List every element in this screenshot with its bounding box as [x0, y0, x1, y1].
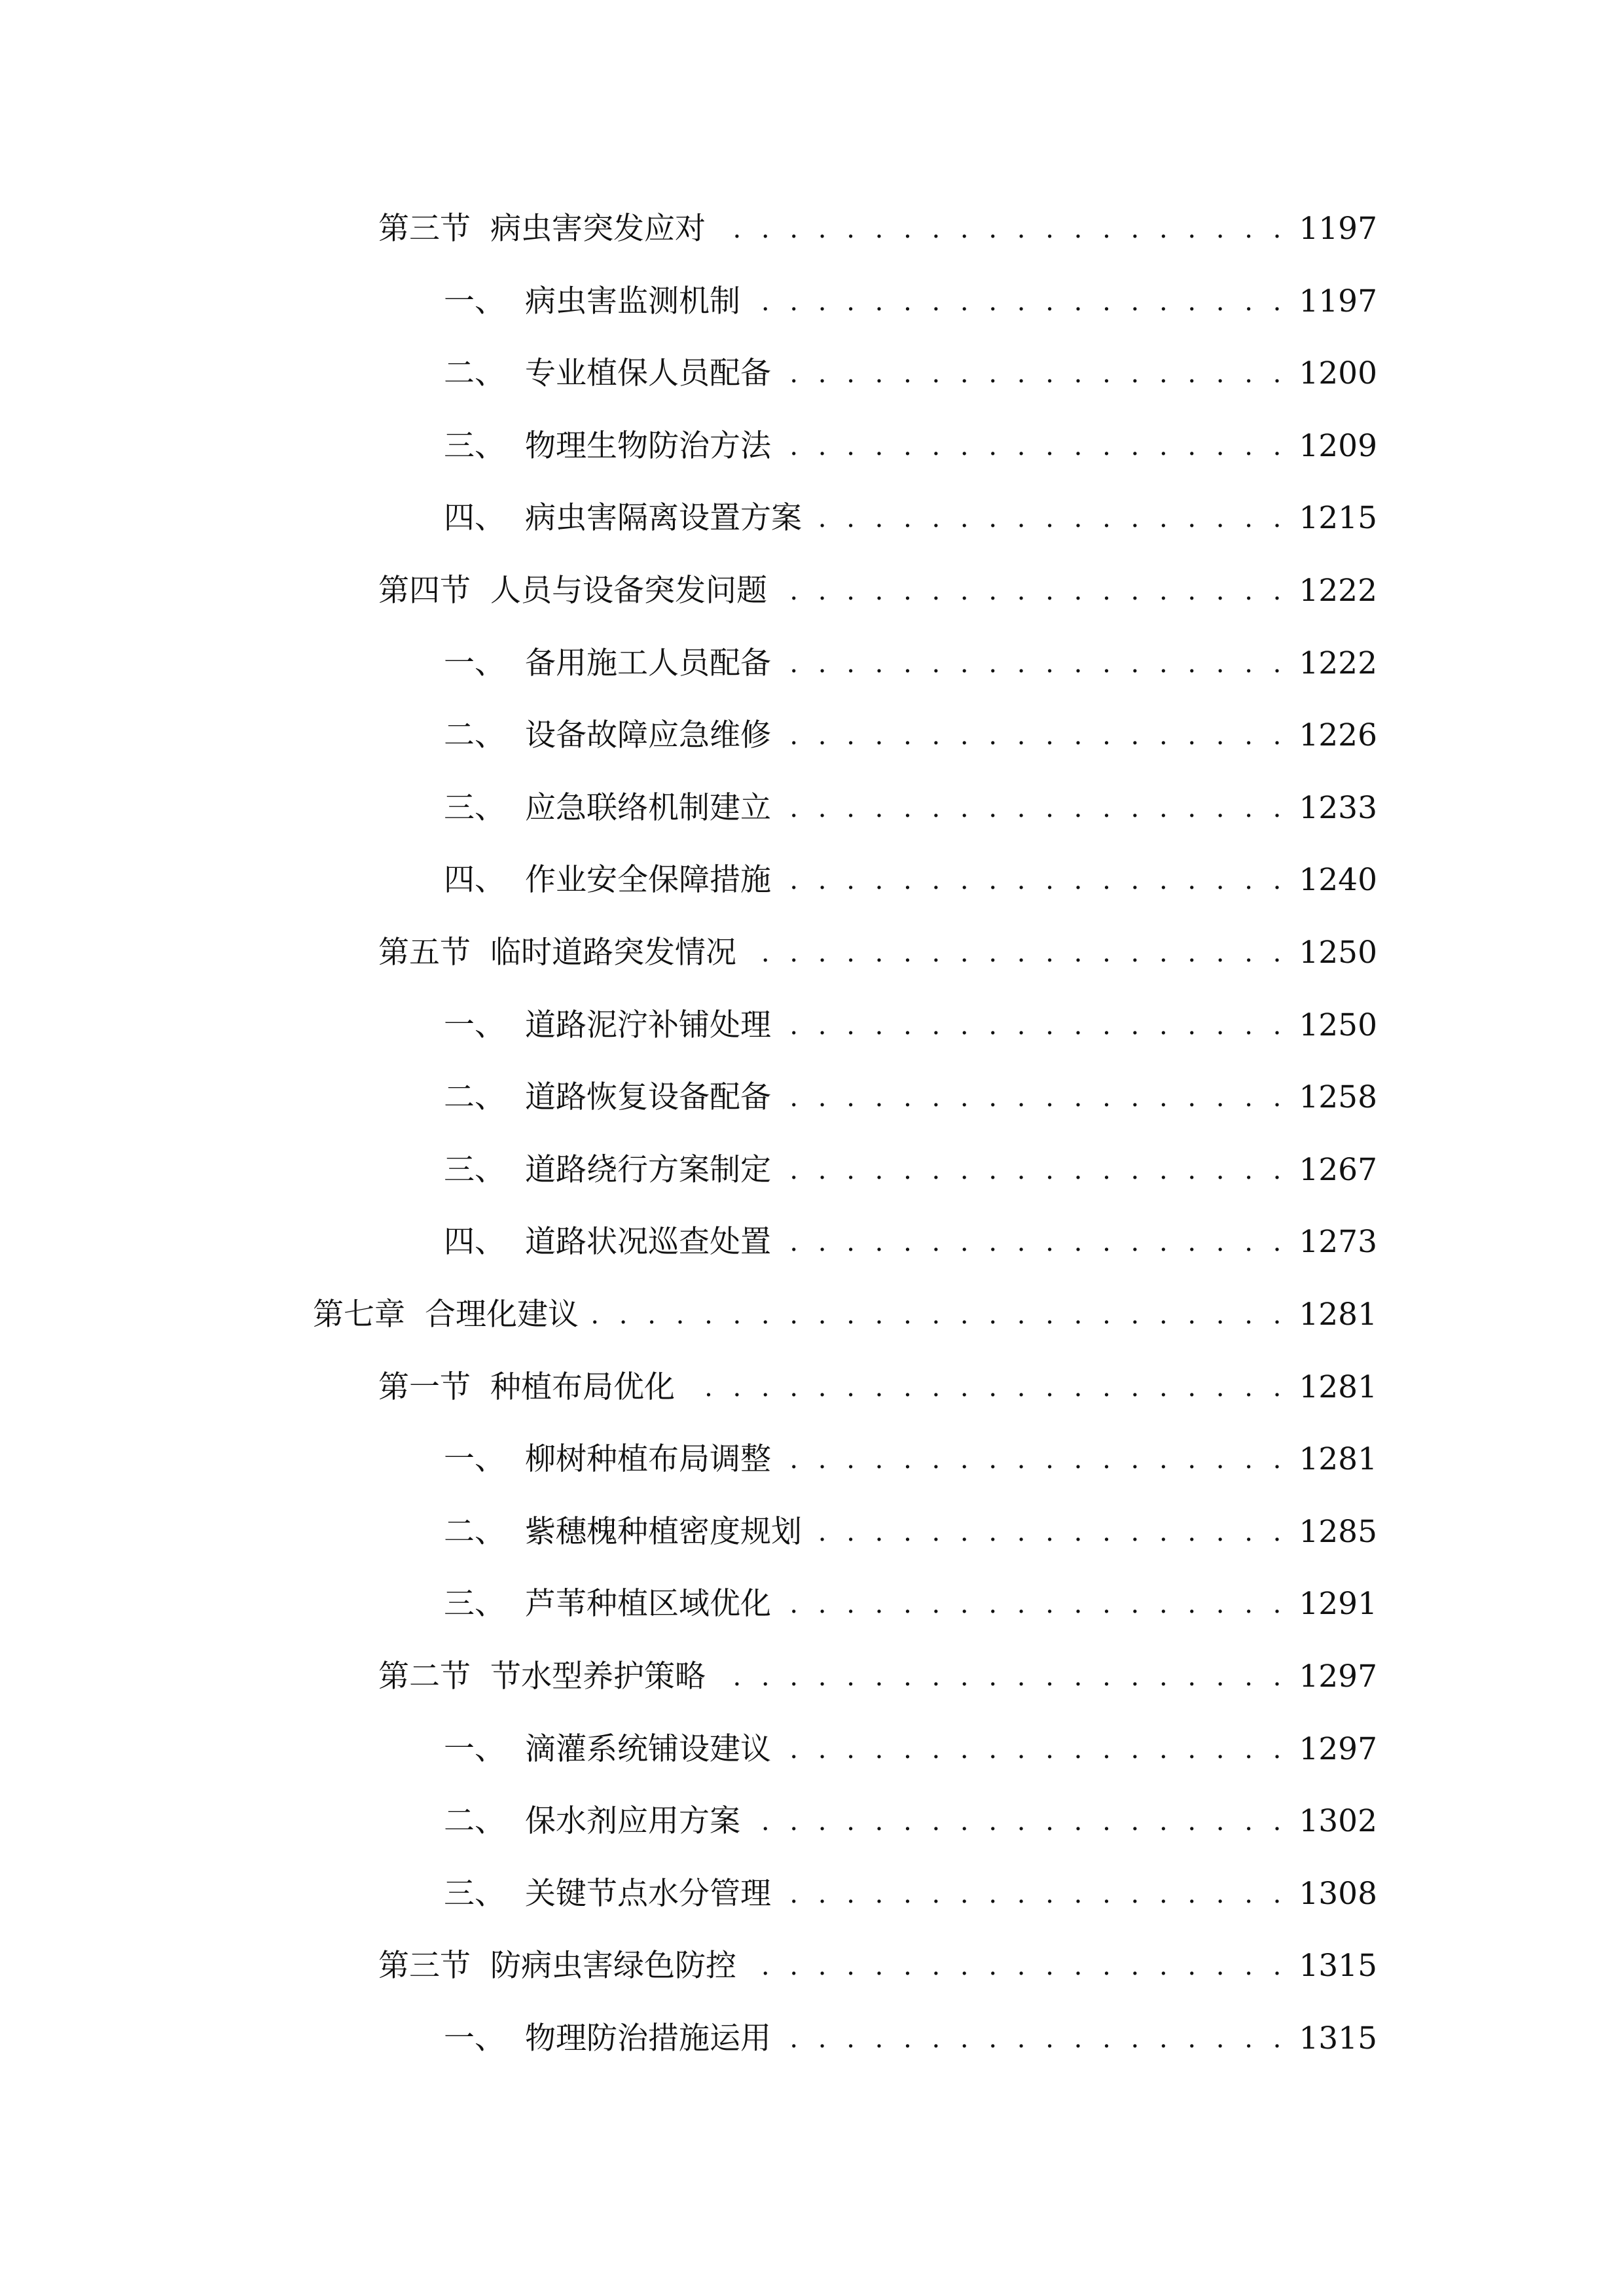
- toc-entry[interactable]: [444, 420, 1377, 473]
- toc-entry-title: 合理化建议: [425, 1297, 579, 1333]
- toc-entry-title: 道路状况巡查处置: [525, 1224, 771, 1260]
- toc-entry-title: 道路泥泞补铺处理: [525, 1007, 771, 1043]
- toc-entry-title: 道路恢复设备配备: [525, 1079, 771, 1115]
- dot-leader: [779, 709, 1287, 762]
- dot-leader: [779, 2013, 1287, 2065]
- toc-entry-page-number: 1226: [1299, 717, 1377, 753]
- toc-entry-page-number: 1302: [1299, 1803, 1377, 1839]
- toc-entry-number: 第二节: [378, 1659, 471, 1695]
- toc-entry-page-number: 1281: [1299, 1441, 1377, 1477]
- toc-entry-title: 病虫害隔离设置方案: [525, 500, 802, 536]
- toc-entry-number: 一、: [444, 1441, 505, 1477]
- toc-entry-page-number: 1250: [1299, 1007, 1377, 1043]
- toc-entry-number: 第四节: [378, 573, 471, 609]
- dot-leader: [779, 1071, 1287, 1124]
- toc-entry-title: 物理生物防治方法: [525, 428, 771, 464]
- toc-entry[interactable]: [444, 1216, 1377, 1268]
- toc-entry[interactable]: [378, 203, 1377, 255]
- toc-entry-number: 第五节: [378, 935, 471, 971]
- toc-entry[interactable]: [444, 1723, 1377, 1776]
- toc-entry[interactable]: [444, 782, 1377, 834]
- toc-entry-page-number: 1297: [1299, 1731, 1377, 1767]
- dot-leader: [779, 420, 1287, 473]
- toc-entry[interactable]: [444, 709, 1377, 762]
- toc-entry-page-number: 1233: [1299, 790, 1377, 826]
- toc-entry-page-number: 1200: [1299, 355, 1377, 391]
- toc-entry-title: 病虫害突发应对: [490, 211, 706, 247]
- toc-entry[interactable]: [313, 1289, 1377, 1341]
- toc-entry-number: 第三节: [378, 1948, 471, 1984]
- dot-leader: [779, 1144, 1287, 1196]
- toc-entry-page-number: 1215: [1299, 500, 1377, 536]
- toc-entry-title: 芦苇种植区域优化: [525, 1586, 771, 1622]
- dot-leader: [713, 203, 1287, 255]
- toc-entry-page-number: 1315: [1299, 2020, 1377, 2056]
- toc-entry[interactable]: [444, 492, 1377, 545]
- toc-entry[interactable]: [444, 999, 1377, 1052]
- toc-entry-title: 物理防治措施运用: [525, 2020, 771, 2056]
- dot-leader: [779, 1216, 1287, 1268]
- toc-entry-page-number: 1258: [1299, 1079, 1377, 1115]
- dot-leader: [775, 565, 1287, 617]
- toc-entry-title: 病虫害监测机制: [525, 283, 740, 319]
- dot-leader: [586, 1289, 1287, 1341]
- toc-entry-number: 二、: [444, 355, 505, 391]
- toc-entry[interactable]: [444, 1795, 1377, 1848]
- dot-leader: [779, 854, 1287, 906]
- dot-leader: [748, 276, 1287, 328]
- toc-entry-page-number: 1273: [1299, 1224, 1377, 1260]
- dot-leader: [779, 999, 1287, 1052]
- dot-leader: [779, 1723, 1287, 1776]
- toc-entry-page-number: 1250: [1299, 935, 1377, 971]
- toc-entry[interactable]: [444, 348, 1377, 400]
- dot-leader: [779, 348, 1287, 400]
- toc-entry-page-number: 1297: [1299, 1659, 1377, 1695]
- toc-entry[interactable]: [378, 1940, 1377, 1992]
- toc-entry-number: 三、: [444, 1586, 505, 1622]
- toc-entry-number: 第三节: [378, 211, 471, 247]
- toc-entry-number: 一、: [444, 1731, 505, 1767]
- toc-entry-number: 第一节: [378, 1369, 471, 1405]
- dot-leader: [810, 492, 1287, 545]
- toc-entry-number: 一、: [444, 2020, 505, 2056]
- toc-entry-title: 保水剂应用方案: [525, 1803, 740, 1839]
- toc-entry-title: 滴灌系统铺设建议: [525, 1731, 771, 1767]
- toc-entry-page-number: 1197: [1299, 211, 1377, 247]
- toc-entry[interactable]: [444, 1868, 1377, 1920]
- toc-entry-number: 二、: [444, 1514, 505, 1550]
- toc-entry-title: 临时道路突发情况: [490, 935, 736, 971]
- toc-entry-page-number: 1222: [1299, 645, 1377, 681]
- toc-entry-title: 防病虫害绿色防控: [490, 1948, 736, 1984]
- dot-leader: [744, 1940, 1287, 1992]
- toc-entry-title: 关键节点水分管理: [525, 1876, 771, 1912]
- toc-entry-number: 二、: [444, 1079, 505, 1115]
- toc-entry[interactable]: [378, 927, 1377, 979]
- dot-leader: [779, 1578, 1287, 1630]
- dot-leader: [779, 1868, 1287, 1920]
- toc-entry-title: 作业安全保障措施: [525, 862, 771, 898]
- dot-leader: [810, 1506, 1287, 1558]
- toc-entry-title: 应急联络机制建立: [525, 790, 771, 826]
- dot-leader: [779, 782, 1287, 834]
- toc-entry-title: 人员与设备突发问题: [490, 573, 767, 609]
- toc-entry-number: 三、: [444, 1152, 505, 1188]
- toc-entry[interactable]: [378, 565, 1377, 617]
- toc-entry-page-number: 1240: [1299, 862, 1377, 898]
- toc-entry-number: 四、: [444, 500, 505, 536]
- toc-entry-title: 道路绕行方案制定: [525, 1152, 771, 1188]
- toc-entry-page-number: 1281: [1299, 1297, 1377, 1333]
- toc-entry[interactable]: [444, 2013, 1377, 2065]
- toc-entry-number: 一、: [444, 1007, 505, 1043]
- toc-entry[interactable]: [378, 1651, 1377, 1703]
- toc-entry-number: 二、: [444, 1803, 505, 1839]
- dot-leader: [683, 1361, 1287, 1414]
- toc-entry-page-number: 1197: [1299, 283, 1377, 319]
- toc-entry[interactable]: [444, 637, 1377, 690]
- toc-entry-page-number: 1285: [1299, 1514, 1377, 1550]
- toc-entry-page-number: 1308: [1299, 1876, 1377, 1912]
- toc-entry-page-number: 1281: [1299, 1369, 1377, 1405]
- toc-entry[interactable]: [444, 1506, 1377, 1558]
- toc-entry-number: 第七章: [313, 1297, 405, 1333]
- toc-entry-number: 四、: [444, 1224, 505, 1260]
- toc-entry[interactable]: [444, 276, 1377, 328]
- toc-entry-title: 节水型养护策略: [490, 1659, 706, 1695]
- toc-entry-number: 一、: [444, 283, 505, 319]
- toc-entry-page-number: 1267: [1299, 1152, 1377, 1188]
- toc-entry-title: 种植布局优化: [490, 1369, 675, 1405]
- toc-entry[interactable]: [444, 1144, 1377, 1196]
- toc-entry-number: 四、: [444, 862, 505, 898]
- toc-entry-title: 专业植保人员配备: [525, 355, 771, 391]
- toc-entry-title: 柳树种植布局调整: [525, 1441, 771, 1477]
- toc-entry-number: 三、: [444, 1876, 505, 1912]
- toc-entry-page-number: 1209: [1299, 428, 1377, 464]
- dot-leader: [779, 637, 1287, 690]
- toc-entry-title: 备用施工人员配备: [525, 645, 771, 681]
- toc-entry[interactable]: [444, 1578, 1377, 1630]
- dot-leader: [744, 927, 1287, 979]
- toc-entry[interactable]: [444, 854, 1377, 906]
- toc-entry-page-number: 1315: [1299, 1948, 1377, 1984]
- toc-entry[interactable]: [378, 1361, 1377, 1414]
- dot-leader: [779, 1433, 1287, 1486]
- toc-entry-title: 设备故障应急维修: [525, 717, 771, 753]
- toc-entry[interactable]: [444, 1433, 1377, 1486]
- toc-entry-number: 三、: [444, 790, 505, 826]
- dot-leader: [713, 1651, 1287, 1703]
- toc-entry-number: 一、: [444, 645, 505, 681]
- toc-entry-number: 二、: [444, 717, 505, 753]
- toc-entry[interactable]: [444, 1071, 1377, 1124]
- toc-entry-page-number: 1222: [1299, 573, 1377, 609]
- toc-entry-title: 紫穗槐种植密度规划: [525, 1514, 802, 1550]
- toc-entry-page-number: 1291: [1299, 1586, 1377, 1622]
- dot-leader: [748, 1795, 1287, 1848]
- toc-entry-number: 三、: [444, 428, 505, 464]
